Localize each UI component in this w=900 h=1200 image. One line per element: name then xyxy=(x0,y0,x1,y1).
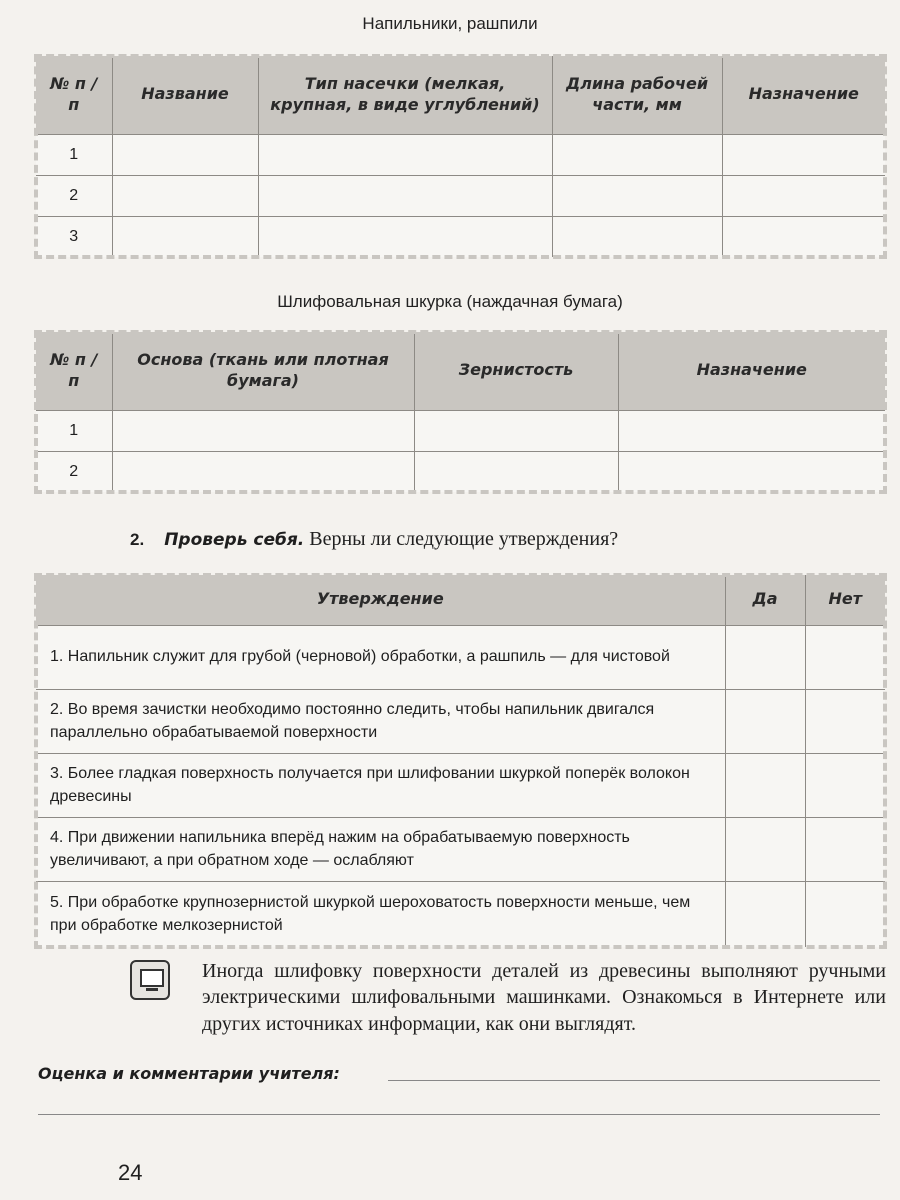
cut-type-cell[interactable] xyxy=(258,216,552,257)
evaluation-line-2[interactable] xyxy=(38,1114,880,1115)
row-number: 2 xyxy=(36,451,112,492)
name-cell[interactable] xyxy=(112,216,258,257)
yes-cell[interactable] xyxy=(725,689,805,753)
row-number: 1 xyxy=(36,134,112,175)
files-table xyxy=(36,56,885,257)
length-cell[interactable] xyxy=(552,134,722,175)
no-cell[interactable] xyxy=(805,817,885,881)
header-no: Нет xyxy=(805,575,885,625)
statement-text: 4. При движении напильника вперёд нажим на обрабатываемую поверхность увеличивают, а при обратном ходе — ослабляют xyxy=(36,817,725,881)
header-base: Основа (ткань или плотная бумага) xyxy=(112,332,414,410)
purpose-cell[interactable] xyxy=(618,451,885,492)
sandpaper-table-caption: Шлифовальная шкурка (наждачная бумага) xyxy=(277,292,623,311)
name-cell[interactable] xyxy=(112,175,258,216)
header-yes: Да xyxy=(725,575,805,625)
task-2-heading xyxy=(130,528,618,551)
sandpaper-table xyxy=(36,332,885,492)
no-cell[interactable] xyxy=(805,753,885,817)
header-purpose: Назначение xyxy=(722,56,885,134)
row-number: 2 xyxy=(36,175,112,216)
file-table-caption: Напильники, рашпили xyxy=(362,14,538,33)
header-grit: Зернистость xyxy=(414,332,618,410)
no-cell[interactable] xyxy=(805,881,885,947)
name-cell[interactable] xyxy=(112,134,258,175)
purpose-cell[interactable] xyxy=(722,216,885,257)
base-cell[interactable] xyxy=(112,451,414,492)
header-length: Длина рабочей части, мм xyxy=(552,56,722,134)
header-number: № п / п xyxy=(36,56,112,134)
header-cut-type: Тип насечки (мелкая, крупная, в виде углублений) xyxy=(258,56,552,134)
task-title: Проверь себя. xyxy=(164,530,305,550)
task-question: Верны ли следующие утверждения? xyxy=(309,528,619,550)
table-row xyxy=(36,753,885,817)
header-purpose: Назначение xyxy=(618,332,885,410)
table-row xyxy=(36,410,885,451)
row-number: 3 xyxy=(36,216,112,257)
table-row xyxy=(36,817,885,881)
evaluation-label: Оценка и комментарии учителя: xyxy=(38,1064,340,1083)
purpose-cell[interactable] xyxy=(722,134,885,175)
length-cell[interactable] xyxy=(552,175,722,216)
grit-cell[interactable] xyxy=(414,451,618,492)
cut-type-cell[interactable] xyxy=(258,134,552,175)
check-table xyxy=(36,575,885,947)
yes-cell[interactable] xyxy=(725,817,805,881)
length-cell[interactable] xyxy=(552,216,722,257)
statement-text: 1. Напильник служит для грубой (черновой) обработки, а рашпиль — для чистовой xyxy=(36,625,725,689)
task-number: 2. xyxy=(130,530,145,549)
row-number: 1 xyxy=(36,410,112,451)
page-number: 24 xyxy=(118,1160,143,1185)
table-row xyxy=(36,625,885,689)
no-cell[interactable] xyxy=(805,689,885,753)
statement-text: 2. Во время зачистки необходимо постоянно следить, чтобы напильник двигался параллельно обрабатываемой поверхности xyxy=(36,689,725,753)
yes-cell[interactable] xyxy=(725,881,805,947)
purpose-cell[interactable] xyxy=(618,410,885,451)
header-statement: Утверждение xyxy=(36,575,725,625)
table-row xyxy=(36,881,885,947)
statement-text: 5. При обработке крупнозернистой шкуркой шероховатость поверхности меньше, чем при обработке мелкозернистой xyxy=(36,881,725,947)
table-row xyxy=(36,134,885,175)
cut-type-cell[interactable] xyxy=(258,175,552,216)
info-paragraph: Иногда шлифовку поверхности деталей из древесины выполняют ручными электрическими шлифовальными машинками. Ознакомься в Интернете или других источниках информации, как они выглядят. xyxy=(202,960,886,1035)
header-number: № п / п xyxy=(36,332,112,410)
computer-icon xyxy=(130,960,170,1000)
grit-cell[interactable] xyxy=(414,410,618,451)
statement-text: 3. Более гладкая поверхность получается при шлифовании шкуркой поперёк волокон древесины xyxy=(36,753,725,817)
header-name: Название xyxy=(112,56,258,134)
table-row xyxy=(36,216,885,257)
no-cell[interactable] xyxy=(805,625,885,689)
yes-cell[interactable] xyxy=(725,753,805,817)
base-cell[interactable] xyxy=(112,410,414,451)
purpose-cell[interactable] xyxy=(722,175,885,216)
table-row xyxy=(36,451,885,492)
evaluation-line-1[interactable] xyxy=(388,1080,880,1081)
table-row xyxy=(36,175,885,216)
table-row xyxy=(36,689,885,753)
yes-cell[interactable] xyxy=(725,625,805,689)
